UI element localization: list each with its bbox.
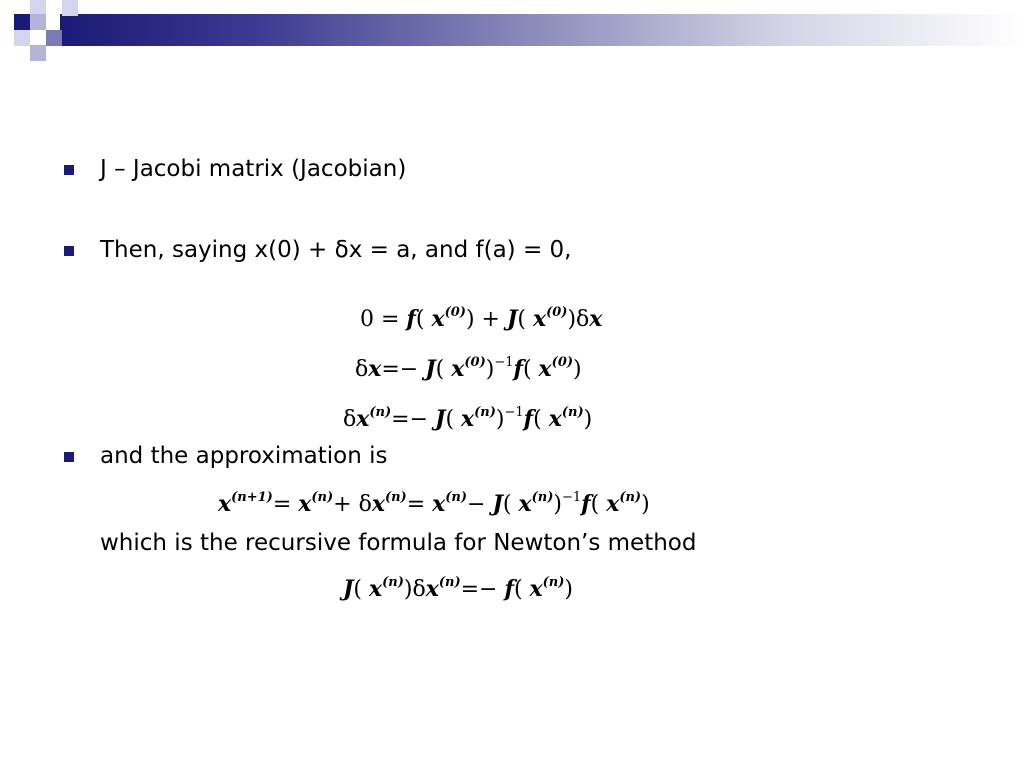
bullet-text: J – Jacobi matrix (Jacobian) [100, 156, 407, 182]
equation-4: $x^{(n+1)}= x^{(n)}+ \delta x^{(n)}= x^{(n)}- J$( $x^{(n)})^{-1}f$( $x^{(n)}$) [218, 490, 650, 517]
header-square-pale-3 [14, 30, 30, 46]
header-square-dark [14, 14, 30, 30]
follow-text: which is the recursive formula for Newton’s method [100, 530, 697, 556]
bullet-text: and the approximation is [100, 443, 388, 469]
bullet-marker [64, 165, 74, 175]
bullet-text: Then, saying x(0) + δx = a, and f(a) = 0, [100, 237, 572, 263]
header-square-light-2 [30, 45, 46, 61]
equation-5: J( $x^{(n)})\delta x^{(n)}=- f$( $x^{(n)}$) [343, 575, 574, 602]
header-square-light [30, 14, 46, 30]
equation-1: 0 = f( $x^{(0)}) + J$( $x^{(0)})\delta x$ [360, 305, 603, 332]
bullet-marker [64, 452, 74, 462]
equation-3: $\delta x^{(n)}=- J$( $x^{(n)})^{-1}f$( $x^{(n)}$) [343, 405, 593, 432]
header-gradient-bar [60, 14, 1024, 46]
header-square-mid [46, 30, 62, 46]
equation-2: δx=− J( $x^{(0)})^{-1}f$( $x^{(0)}$) [355, 355, 582, 382]
header-square-pale-2 [62, 0, 78, 16]
bullet-marker [64, 246, 74, 256]
